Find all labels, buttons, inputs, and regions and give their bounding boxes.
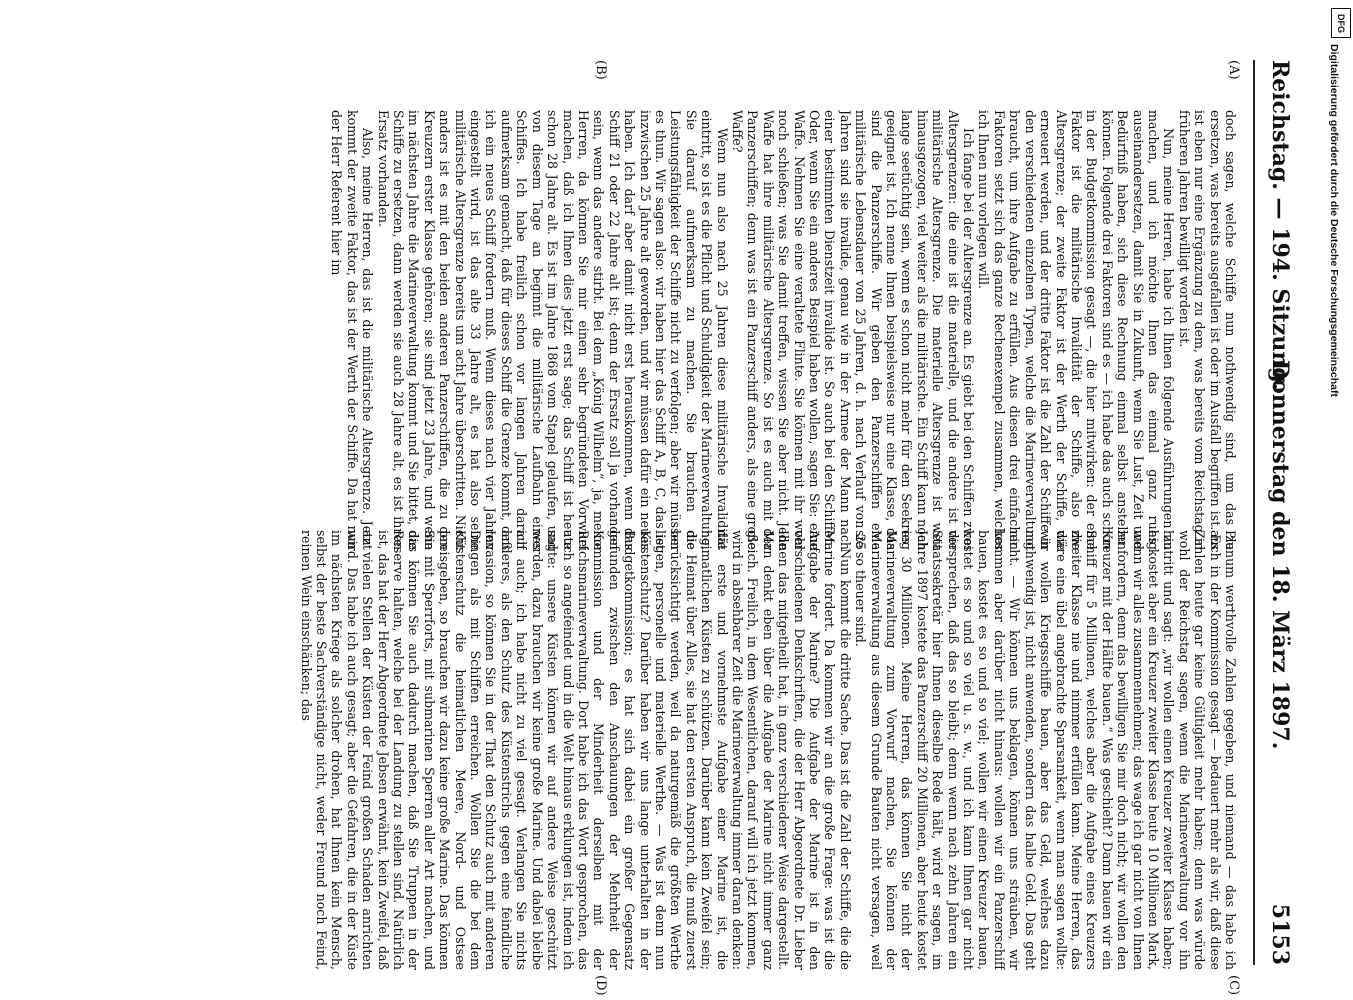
- margin-marker-d: (D): [593, 975, 608, 996]
- header-date: Donnerstag den 18. März 1897.: [1267, 360, 1293, 750]
- dfg-logo-text: DFG: [1336, 13, 1346, 33]
- paragraph: Plenum werthvolle Zahlen gegeben, und niemand — das habe ich auch in der Kommission gesagt — bedauert mehr als wir, daß diese Zahlen heute gar keine Gültigkeit mehr haben; denn was würde wohl der Reichstag sagen, wenn die Marineverwaltung vor ihn hintritt und sagt: „wir wollen einen Kreuzer zweiter Klasse haben; es kostet aber ein Kreuzer zweiter Klasse heute 10 Millionen Mark, wenn wir alles zusammennehmen; das wage ich gar nicht von Ihnen zu fordern, denn das bewilligen Sie mir doch nicht; wir wollen den Kreuzer mit der Hälfte bauen.“ Was geschieht? Dann bauen wir ein Schiff für 5 Millionen, welches aber die Aufgabe eines Kreuzers zweiter Klasse nie und nimmer erfüllen kann. Meine Herren, das wäre eine übel angebrachte Sparsamkeit, wenn man sagen wollte: wir wollen Kriegsschiffe bauen, aber das Geld, welches dazu nothwendig ist, nicht anwenden, sondern das halbe Geld. Das geht nicht. — Wir können uns beklagen, können uns sträuben, wir kommen aber darüber nicht hinaus: wollen wir ein Panzerschiff bauen, kostet es so und so viel; wollen wir einen Kreuzer bauen, kostet es so und so viel u. s. w., und ich kann Ihnen gar nicht versprechen, daß das so bleibt; denn wenn nach zehn Jahren ein Staatssekretär hier Ihnen dieselbe Rede hält, wird er sagen, im Jahre 1897 kostete das Panzerschiff 20 Millionen, aber heute kostet es 30 Millionen. Meine Herren, das können Sie nicht der Marineverwaltung zum Vorwurf machen, Sie können der Marineverwaltung aus diesem Grunde Bauten nicht versagen, weil sie so theuer sind.: [853, 530, 1238, 970]
- margin-marker-b: (B): [593, 60, 608, 80]
- paragraph: doch sagen, welche Schiffe nun nothwendig sind, um das zu ersetzen, was bereits ausgefallen ist oder im Ausfall begriffen ist. Es ist eben nur eine Ergänzung zu dem, was bereits vom Reichstag in früheren Jahren bewilligt worden ist.: [1176, 110, 1238, 550]
- dfg-logo: [1331, 8, 1351, 38]
- text-column-left: [88, 110, 1238, 550]
- header-rule: [1253, 60, 1255, 965]
- margin-marker-a: (A): [1226, 60, 1241, 80]
- margin-marker-c: (C): [1226, 975, 1241, 996]
- paragraph: Nun kommt die dritte Sache. Das ist die Zahl der Schiffe, die die Marine fordert. Da kommen wir an die große Frage: was ist die Aufgabe der Marine? Die Aufgabe der Marine ist in den verschiedenen Denkschriften, die der Herr Abgeordnete Dr. Lieber Ihnen das mitgetheilt hat, in ganz verschiedener Weise dargestellt. Man denkt eben über die Aufgabe der Marine nicht immer ganz gleich. Freilich, in dem Wesentlichen, darauf will ich jetzt kommen, wird in absehbarer Zeit die Marineverwaltung immer daran denken: die erste und vornehmste Aufgabe einer Marine ist, die heimatlichen Küsten zu schützen. Darüber kann kein Zweifel sein; die Heimat über Alles, sie hat den ersten Anspruch, die muß zuerst berücksichtigt werden, weil da naturgemäß die größten Werthe liegen, personelle und materielle Werthe. — Was ist denn nun Küstenschutz? Darüber haben wir uns lange unterhalten in der Budgetkommission; es hat sich dabei ein großer Gegensatz gefunden zwischen den Anschauungen der Mehrheit der Kommission und der Minderheit derselben mit der Reichsmarineverwaltung. Dort habe ich das Wort gesprochen, das auch so angefeindet und in die Welt hinaus erklungen ist, indem ich sagte: unsere Küsten können wir auf andere Weise geschützt werden, dazu brauchen wir keine große Marine. Und dabei bleibe ich auch; ich habe nicht zu viel gesagt. Verlangen Sie nichts anderes, als den Schutz des Küstenstrichs gegen eine feindliche Invasion, so können Sie in der That den Schutz auch mit anderen Dingen als mit Schiffen erreichen. Wollen Sie die bei dem Küstenschutz die heimatlichen Meere, Nord- und Ostsee preisgeben, so brauchen wir dazu keine große Marine. Das können Sie mit Sperrforts, mit submarinen Sperren aller Art machen, und das können Sie auch dadurch machen, daß Sie Truppen in der Reserve halten, welche bei der Landung zu stellen sind. Natürlich ist, das hat der Herr Abgeordnete Jebsen erwähnt, kein Zweifel, daß an vielen Stellen der Küsten der Feind großen Schaden anrichten wird. Das habe ich auch gesagt; aber die Gefahren, die in der Küste im nächsten Kriege als solcher drohen, hat Ihnen kein Mensch, selbst der beste Sachverständige nicht, weder Freund noch Feind, reinen Wein einschänken; das: [298, 530, 853, 970]
- header-page-number: 5153: [1267, 903, 1293, 965]
- text-column-right: [88, 530, 1238, 970]
- page-header: [1253, 60, 1293, 965]
- header-chamber-session: Reichstag. — 194. Sitzung.: [1267, 60, 1293, 391]
- paragraph: Nun, meine Herren, habe ich Ihnen folgende Ausführungen zu machen, und ich möchte Ihnen das einmal ganz ruhig auseinandersetzen, damit Sie in Zukunft, wenn Sie Lust, Zeit und Bedürfniß haben, sich diese Rechnung einmal selbst anstellen können. Folgende drei Faktoren sind es — ich habe das auch schon in der Budgetkommission gesagt —, die hier mitwirken: der eine Faktor ist die militärische Invalidität der Schiffe, also die Altersgrenze; der zweite Faktor ist der Werth der Schiffe, die erneuert werden, und der dritte Faktor ist die Zahl der Schiffe in den verschiedenen einzelnen Typen, welche die Marineverwaltung braucht, um ihre Aufgabe zu erfüllen. Aus diesen drei einfachen Faktoren setzt sich das ganze Rechenexempel zusammen, welches ich Ihnen nun vorlegen will.: [976, 110, 1177, 550]
- paragraph: Ich fange bei der Altersgrenze an. Es giebt bei den Schiffen zwei Altersgrenzen: die eine ist die materielle, und die andere ist die militärische Altersgrenze. Die materielle Altersgrenze ist weit hinausgezogen, viel weiter als die militärische. Ein Schiff kann noch lange seetüchtig sein, wenn es schon nicht mehr für den Seekrieg geeignet ist. Ich nenne Ihnen beispielsweise nur eine Klasse, das sind die Panzerschiffe. Wir geben den Panzerschiffen eine militärische Lebensdauer von 25 Jahren, d. h. nach Verlauf von 25 Jahren sind sie invalide, genau wie in der Armee der Mann nach einer bestimmten Dienstzeit invalide ist. So auch bei den Schiffen. Oder, wenn Sie ein anderes Beispiel haben wollen, sagen Sie: eine Waffe. Nehmen Sie eine veraltete Flinte. Sie können mit ihr wohl noch schießen; was Sie damit treffen, wissen Sie aber nicht. Jede Waffe hat ihre militärische Altersgrenze. So ist es auch mit der Panzerschiffen; denn was ist ein Panzerschiff anders, als eine große Waffe?: [730, 110, 977, 550]
- paragraph: Wenn nun also nach 25 Jahren diese militärische Invalidität eintritt, so ist es die Pflicht und Schuldigkeit der Marineverwaltung, Sie darauf aufmerksam zu machen. Sie brauchen die Leistungsfähigkeit der Schiffe nicht zu verfolgen; aber wir müssen es thun. Wir sagen also: wir haben hier das Schiff A, B, C, das ist inzwischen 25 Jahre alt geworden, und wir müssen dafür ein neues haben. Ich darf aber damit nicht erst herauskommen, wenn das Schiff 21 oder 22 Jahre alt ist; denn der Ersatz soll ja vorhanden sein, wenn das andere stirbt. Bei dem „König Wilhelm“, ja, meine Herren, da können Sie mir einen sehr begründeten Vorwurf machen, daß ich Ihnen dies jetzt erst sage; das Schiff ist heute schon 28 Jahre alt. Es ist im Jahre 1868 vom Stapel gelaufen, und von diesem Tage an beginnt die militärische Laufbahn eines Schiffes. Ich habe freilich schon vor langen Jahren darauf aufmerksam gemacht, daß für dieses Schiff die Grenze kommt, daß ich ein neues Schiff fordern muß. Wenn dieses nach vier Jahren eingestellt wird, ist das alte 33 Jahre alt, es hat also seine militärische Altersgrenze bereits um acht Jahre überschritten. Nicht anders ist es mit den beiden anderen Panzerschiffen, die zu den Kreuzern erster Klasse gehören; sie sind jetzt 23 Jahre, und wenn im nächsten Jahre die Marineverwaltung kommt und Sie bittet, die Schiffe zu ersetzen, dann werden sie auch 28 Jahre alt, es ist ihren Ersatz vorhanden.: [375, 110, 730, 550]
- funding-note: Digitalisierung gefördert durch die Deutsche Forschungsgemeinschaft: [1328, 44, 1340, 397]
- paragraph: Also, meine Herren, das ist die militärische Altersgrenze. Jetzt kommt der zweite Faktor, das ist der Werth der Schiffe. Da hat nun der Herr Referent hier im: [329, 110, 376, 550]
